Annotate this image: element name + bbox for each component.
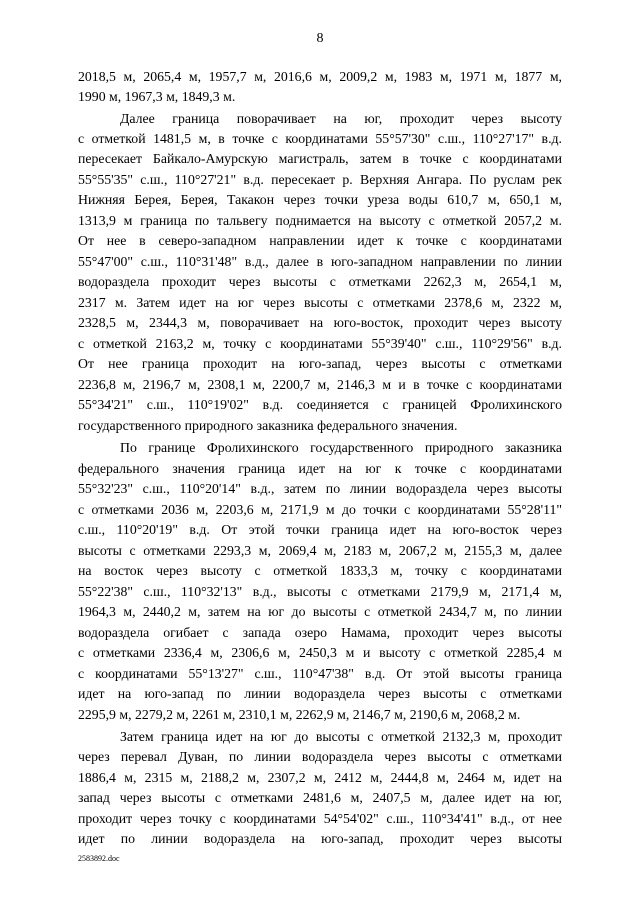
text-line: Нижняя Берея, Берея, Такакон через точки уреза воды 610,7 м, 650,1 м, — [78, 192, 562, 207]
text-line: запад через высоты с отметками 2481,6 м, 2407,5 м, далее идет на юг, — [78, 790, 562, 805]
text-line: с отметками 2036 м, 2203,6 м, 2171,9 м до точки с координатами 55°28'11" — [78, 502, 562, 517]
page-number: 8 — [316, 31, 324, 46]
text-line: на восток через высоту с отметкой 1833,3 м, точку с координатами — [78, 563, 562, 578]
text-line: 55°32'23" с.ш., 110°20'14" в.д., затем по линии водораздела через высоты — [78, 481, 562, 496]
text-line: проходит через точку с координатами 54°54'02" с.ш., 110°34'41" в.д., от нее — [78, 811, 562, 826]
text-line: 2018,5 м, 2065,4 м, 1957,7 м, 2016,6 м, 2009,2 м, 1983 м, 1971 м, 1877 м, — [78, 69, 562, 84]
text-line: с отметками 2336,4 м, 2306,6 м, 2450,3 м и высоту с отметкой 2285,4 м — [78, 645, 562, 660]
text-line: с отметкой 1481,5 м, в точке с координатами 55°57'30" с.ш., 110°27'17" в.д. — [78, 131, 562, 146]
text-line: 1313,9 м граница по тальвегу поднимается на высоту с отметкой 2057,2 м. — [78, 213, 562, 228]
text-line: с координатами 55°13'27" с.ш., 110°47'38" в.д. От этой высоты граница — [78, 666, 562, 681]
text-line: 2236,8 м, 2196,7 м, 2308,1 м, 2200,7 м, 2146,3 м и в точке с координатами — [78, 377, 562, 392]
footer-filename: 2583892.doc — [78, 854, 120, 863]
text-line: с.ш., 110°20'19" в.д. От этой точки граница идет на юго-восток через — [78, 522, 562, 537]
text-line: водораздела проходит через высоты с отметками 2262,3 м, 2654,1 м, — [78, 274, 562, 289]
paragraph-first-line: По границе Фролихинского государственного природного заказника — [120, 440, 562, 455]
text-line: 2317 м. Затем идет на юг через высоты с отметками 2378,6 м, 2322 м, — [78, 295, 562, 310]
text-line: 2295,9 м, 2279,2 м, 2261 м, 2310,1 м, 2262,9 м, 2146,7 м, 2190,6 м, 2068,2 м. — [78, 707, 521, 722]
text-line: 55°34'21" с.ш., 110°19'02" в.д. соединяется с границей Фролихинского — [78, 397, 562, 412]
text-line: От нее граница проходит на юго-запад, через высоты с отметками — [78, 356, 562, 371]
text-line: 1886,4 м, 2315 м, 2188,2 м, 2307,2 м, 2412 м, 2444,8 м, 2464 м, идет на — [78, 770, 562, 785]
text-line: 55°22'38" с.ш., 110°32'13" в.д., высоты с отметками 2179,9 м, 2171,4 м, — [78, 584, 562, 599]
paragraph-first-line: Затем граница идет на юг до высоты с отметкой 2132,3 м, проходит — [120, 729, 562, 744]
text-line: идет на юго-запад по линии водораздела через высоты с отметками — [78, 686, 562, 701]
text-line: 2328,5 м, 2344,3 м, поворачивает на юго-восток, проходит через высоту — [78, 315, 562, 330]
text-line: пересекает Байкало-Амурскую магистраль, затем в точке с координатами — [78, 151, 562, 166]
text-line: водораздела огибает с запада озеро Намама, проходит через высоты — [78, 625, 562, 640]
text-line: высоты с отметками 2293,3 м, 2069,4 м, 2183 м, 2067,2 м, 2155,3 м, далее — [78, 543, 562, 558]
text-line: 55°55'35" с.ш., 110°27'21" в.д. пересекает р. Верхняя Ангара. По руслам рек — [78, 172, 562, 187]
text-line: 1964,3 м, 2440,2 м, затем на юг до высоты с отметкой 2434,7 м, по линии — [78, 604, 562, 619]
text-line: государственного природного заказника федерального значения. — [78, 418, 458, 433]
text-line: 55°47'00" с.ш., 110°31'48" в.д., далее в юго-западном направлении по линии — [78, 254, 562, 269]
text-line: с отметкой 2163,2 м, точку с координатами 55°39'40" с.ш., 110°29'56" в.д. — [78, 336, 562, 351]
paragraph-first-line: Далее граница поворачивает на юг, проходит через высоту — [120, 111, 562, 126]
text-line: идет по линии водораздела на юго-запад, проходит через высоты — [78, 831, 562, 846]
text-line: через перевал Дуван, по линии водораздела через высоты с отметками — [78, 749, 562, 764]
text-line: 1990 м, 1967,3 м, 1849,3 м. — [78, 89, 236, 104]
text-line: федерального значения граница идет на юг к точке с координатами — [78, 461, 562, 476]
text-line: От нее в северо-западном направлении идет к точке с координатами — [78, 233, 562, 248]
